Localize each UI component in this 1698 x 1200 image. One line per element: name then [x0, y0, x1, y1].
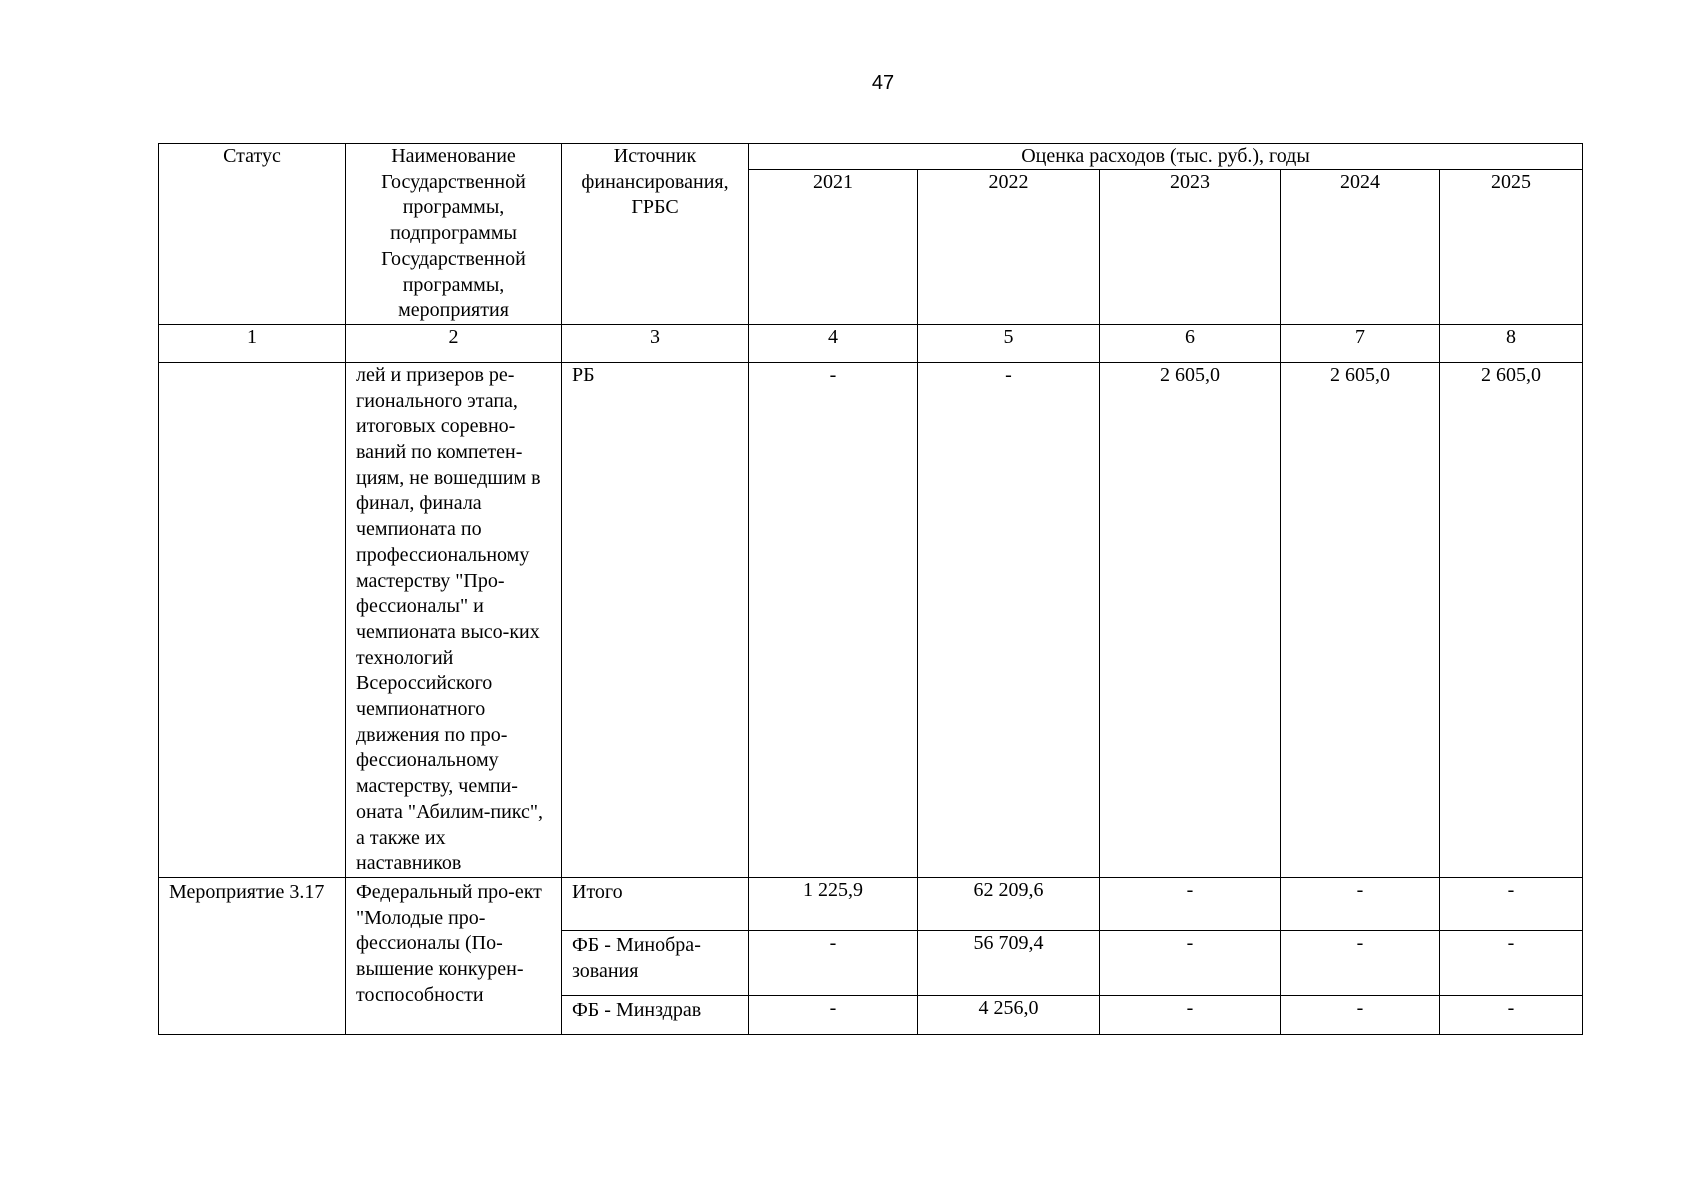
column-number: 3	[562, 324, 749, 362]
header-year-2021: 2021	[749, 170, 918, 325]
column-number: 2	[346, 324, 562, 362]
column-number: 4	[749, 324, 918, 362]
value-2021: -	[749, 362, 918, 877]
value-2021: -	[749, 995, 918, 1034]
value-2022: 62 209,6	[918, 877, 1100, 930]
value-2023: -	[1100, 995, 1281, 1034]
value-2023: 2 605,0	[1100, 362, 1281, 877]
header-year-2024: 2024	[1281, 170, 1440, 325]
value-2022: 4 256,0	[918, 995, 1100, 1034]
value-2024: 2 605,0	[1281, 362, 1440, 877]
budget-table	[158, 143, 1583, 1035]
header-year-2023: 2023	[1100, 170, 1281, 325]
value-2021: 1 225,9	[749, 877, 918, 930]
value-2025: -	[1440, 995, 1583, 1034]
status-cell: Мероприятие 3.17	[159, 877, 346, 1034]
column-number: 6	[1100, 324, 1281, 362]
measure-name-cell: лей и призеров ре-гионального этапа, итоговых соревно-ваний по компетен-циям, не вошедшим в финал, финала чемпионата по профессиональному мастерству "Про-фессионалы" и чемпионата высо-ких технологий Всероссийского чемпионатного движения по про-фессиональному мастерству, чемпи-оната "Абилим-пикс", а также их наставников	[346, 362, 562, 877]
header-year-2025: 2025	[1440, 170, 1583, 325]
value-2025: 2 605,0	[1440, 362, 1583, 877]
column-number: 8	[1440, 324, 1583, 362]
value-2022: 56 709,4	[918, 930, 1100, 995]
column-number: 7	[1281, 324, 1440, 362]
status-cell	[159, 362, 346, 877]
column-numbers-row	[159, 324, 1583, 362]
header-year-2022: 2022	[918, 170, 1100, 325]
column-number: 5	[918, 324, 1100, 362]
column-number: 1	[159, 324, 346, 362]
header-status: Статус	[159, 144, 346, 325]
value-2024: -	[1281, 995, 1440, 1034]
header-name: Наименование Государственной программы, подпрограммы Государственной программы, мероприятия	[346, 144, 562, 325]
header-row	[159, 144, 1583, 170]
value-2023: -	[1100, 930, 1281, 995]
header-source: Источник финансирования, ГРБС	[562, 144, 749, 325]
value-2025: -	[1440, 930, 1583, 995]
value-2024: -	[1281, 930, 1440, 995]
funding-source-cell: ФБ - Минздрав	[562, 995, 749, 1034]
page-number: 47	[871, 72, 895, 94]
funding-source-cell: РБ	[562, 362, 749, 877]
funding-source-cell: ФБ - Минобра-зования	[562, 930, 749, 995]
table-row	[159, 362, 1583, 877]
value-2022: -	[918, 362, 1100, 877]
funding-source-cell: Итого	[562, 877, 749, 930]
value-2024: -	[1281, 877, 1440, 930]
value-2021: -	[749, 930, 918, 995]
value-2023: -	[1100, 877, 1281, 930]
table-row	[159, 877, 1583, 930]
measure-name-cell: Федеральный про-ект "Молодые про-фессионалы (По-вышение конкурен-тоспособности	[346, 877, 562, 1034]
header-expenses: Оценка расходов (тыс. руб.), годы	[749, 144, 1583, 170]
value-2025: -	[1440, 877, 1583, 930]
